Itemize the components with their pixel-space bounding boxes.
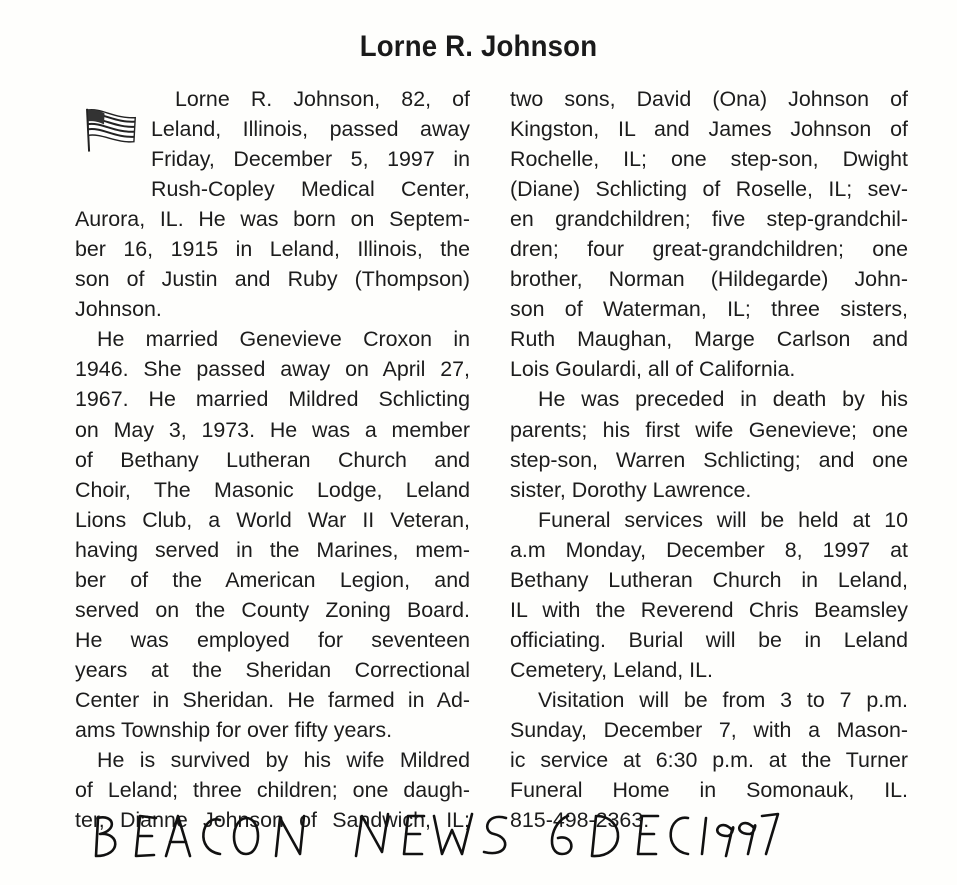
text-line: Center in Sheridan. He farmed in Ad- — [75, 687, 470, 712]
text-line: 1967. He married Mildred Schlicting — [75, 387, 470, 412]
text-line: Choir, The Masonic Lodge, Leland — [75, 477, 470, 502]
text-line: son of Waterman, IL; three sisters, — [510, 297, 908, 322]
text-line: Leland, Illinois, passed away — [151, 117, 470, 142]
text-line: en grandchildren; five step-grandchil- — [510, 207, 908, 232]
text-line: a.m Monday, December 8, 1997 at — [510, 537, 908, 562]
text-line: Bethany Lutheran Church in Leland, — [510, 567, 908, 592]
text-line: served on the County Zoning Board. — [75, 597, 470, 622]
text-line: step-son, Warren Schlicting; and one — [510, 447, 908, 472]
text-line: Johnson. — [75, 297, 162, 322]
text-line: Lions Club, a World War II Veteran, — [75, 507, 470, 532]
text-line: ams Township for over fifty years. — [75, 717, 393, 742]
handwritten-note — [80, 800, 780, 870]
text-line: Kingston, IL and James Johnson of — [510, 117, 908, 142]
obituary-title: Lorne R. Johnson — [359, 30, 598, 63]
text-line: Cemetery, Leland, IL. — [510, 657, 713, 682]
text-line: ber of the American Legion, and — [75, 567, 470, 592]
text-line: Lois Goulardi, all of California. — [510, 357, 796, 382]
left-column — [75, 84, 470, 835]
text-line: Ruth Maughan, Marge Carlson and — [510, 327, 908, 352]
text-line: Sunday, December 7, with a Mason- — [510, 717, 908, 742]
text-line: Funeral services will be held at 10 — [538, 507, 908, 532]
text-line: brother, Norman (Hildegarde) John- — [510, 267, 908, 292]
text-line: son of Justin and Ruby (Thompson) — [75, 267, 470, 292]
text-line: (Diane) Schlicting of Roselle, IL; sev- — [510, 177, 908, 202]
text-line: IL with the Reverend Chris Beamsley — [510, 597, 908, 622]
text-line: of Leland; three children; one daugh- — [75, 778, 470, 803]
text-line: having served in the Marines, mem- — [75, 537, 470, 562]
text-line: on May 3, 1973. He was a member — [75, 417, 470, 442]
text-line: He married Genevieve Croxon in — [97, 327, 470, 352]
text-line: parents; his first wife Genevieve; one — [510, 417, 908, 442]
text-line: sister, Dorothy Lawrence. — [510, 477, 752, 502]
text-line: Lorne R. Johnson, 82, of — [175, 87, 470, 111]
text-line: He was preceded in death by his — [538, 387, 908, 412]
text-line: ber 16, 1915 in Leland, Illinois, the — [75, 237, 470, 262]
text-line: 1946. She passed away on April 27, — [75, 357, 470, 382]
text-line: Friday, December 5, 1997 in — [151, 147, 470, 172]
text-line: dren; four great-grandchildren; one — [510, 237, 908, 262]
text-line: He was employed for seventeen — [75, 627, 470, 652]
text-line: two sons, David (Ona) Johnson of — [510, 87, 908, 111]
text-line: Rochelle, IL; one step-son, Dwight — [510, 147, 908, 172]
text-line: Rush-Copley Medical Center, — [151, 177, 470, 202]
text-line: Funeral Home in Somonauk, IL. — [510, 778, 908, 803]
text-line: He is survived by his wife Mildred — [97, 748, 470, 773]
right-column — [510, 84, 908, 835]
text-line: years at the Sheridan Correctional — [75, 657, 470, 682]
text-line: Visitation will be from 3 to 7 p.m. — [538, 687, 908, 712]
text-line: Aurora, IL. He was born on Septem- — [75, 207, 470, 232]
text-line: officiating. Burial will be in Leland — [510, 627, 908, 652]
text-line: of Bethany Lutheran Church and — [75, 447, 470, 472]
text-line: ic service at 6:30 p.m. at the Turner — [510, 748, 908, 773]
text-line: ter, Dianne Johnson of Sandwich, IL; — [75, 808, 470, 833]
text-line: 815-498-2363. — [510, 808, 650, 833]
